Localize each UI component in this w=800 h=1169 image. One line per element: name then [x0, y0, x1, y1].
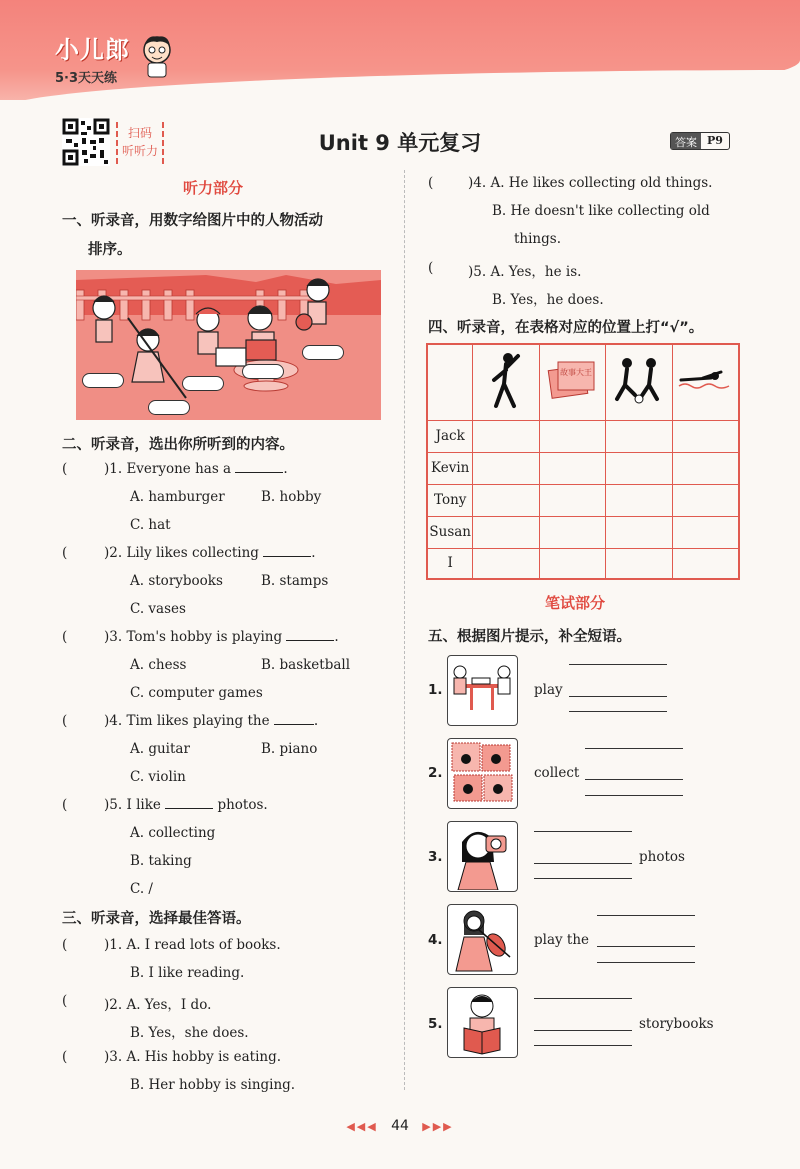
q2-item3-option-a[interactable]: A. chess	[130, 657, 187, 673]
row-label: I	[427, 548, 473, 579]
brand-name: 小儿郎	[55, 36, 130, 64]
q5-item2-line[interactable]	[585, 779, 683, 780]
row-label: Jack	[427, 420, 473, 452]
q2-item1-option-b[interactable]: B. hobby	[261, 489, 322, 505]
right-arrows-icon: ▶▶▶	[422, 1120, 454, 1133]
check-cell[interactable]	[672, 516, 739, 548]
q2-item2-stem: )2. Lily likes collecting .	[104, 545, 316, 561]
q5-picture-camera	[447, 821, 518, 892]
check-cell[interactable]	[473, 516, 539, 548]
check-cell[interactable]	[606, 420, 673, 452]
check-cell[interactable]	[539, 452, 606, 484]
q2-paren: (	[62, 797, 68, 813]
q1-answer-oval-5[interactable]	[148, 400, 190, 415]
check-cell[interactable]	[539, 420, 606, 452]
q4-instruction: 四、听录音，在表格对应的位置上打“√”。	[428, 320, 704, 336]
q2-item3-stem: )3. Tom's hobby is playing .	[104, 629, 339, 645]
row-label: Susan	[427, 516, 473, 548]
check-cell[interactable]	[606, 484, 673, 516]
q5-item1-line[interactable]	[569, 696, 667, 697]
q3-paren: (	[62, 937, 68, 953]
q2-item4-option-a[interactable]: A. guitar	[130, 741, 190, 757]
q2-item4-stem: )4. Tim likes playing the .	[104, 713, 319, 729]
q3-item4-option-b[interactable]: B. He doesn't like collecting old	[492, 203, 710, 219]
mascot-icon	[138, 34, 176, 78]
q1-instruction-line1: 一、听录音，用数字给图片中的人物活动	[62, 213, 323, 229]
check-cell[interactable]	[672, 548, 739, 579]
q5-item3-line[interactable]	[534, 878, 632, 879]
q5-instruction: 五、根据图片提示，补全短语。	[428, 629, 631, 645]
q1-answer-oval-1[interactable]	[82, 373, 124, 388]
q3-paren: (	[62, 993, 68, 1009]
answer-page: P9	[707, 134, 723, 147]
page-footer	[0, 1118, 800, 1134]
listening-section-title: 听力部分	[183, 179, 244, 197]
q3-item2-option-a[interactable]: )2. A. Yes，I do.	[104, 997, 212, 1013]
check-cell[interactable]	[539, 516, 606, 548]
q5-item5-line[interactable]	[534, 998, 632, 999]
q5-picture-reading	[447, 987, 518, 1058]
q2-item1-stem: )1. Everyone has a .	[104, 461, 288, 477]
q5-item3-number: 3.	[428, 849, 443, 865]
q3-item3-option-b[interactable]: B. Her hobby is singing.	[130, 1077, 296, 1093]
q5-item5-line[interactable]	[534, 1030, 632, 1031]
q2-paren: (	[62, 461, 68, 477]
header-swim-icon	[672, 344, 739, 420]
q2-item1-option-a[interactable]: A. hamburger	[130, 489, 225, 505]
q5-picture-violin	[447, 904, 518, 975]
q5-item5-number: 5.	[428, 1016, 443, 1032]
check-cell[interactable]	[473, 484, 539, 516]
q3-item1-option-a[interactable]: )1. A. I read lots of books.	[104, 937, 281, 953]
page-number: 44	[391, 1118, 409, 1134]
q3-item4-option-a[interactable]: )4. A. He likes collecting old things.	[468, 175, 713, 191]
q5-item4-line[interactable]	[597, 915, 695, 916]
q5-picture-chess	[447, 655, 518, 726]
q3-paren: (	[62, 1049, 68, 1065]
header-storybook-icon	[539, 344, 606, 420]
q5-item4-line[interactable]	[597, 962, 695, 963]
q5-item1-line[interactable]	[569, 711, 667, 712]
q5-item2-number: 2.	[428, 765, 443, 781]
q5-item1-prefix: play	[534, 682, 563, 698]
scan-label-line2: 听听力	[121, 144, 158, 158]
q2-item2-option-c[interactable]: C. vases	[130, 601, 186, 617]
q2-paren: (	[62, 713, 68, 729]
q5-item5-suffix: storybooks	[639, 1016, 714, 1032]
q2-item4-option-b[interactable]: B. piano	[261, 741, 318, 757]
answer-label: 答案	[671, 133, 701, 149]
q2-paren: (	[62, 629, 68, 645]
q5-item1-number: 1.	[428, 682, 443, 698]
check-cell[interactable]	[473, 452, 539, 484]
q5-item2-line[interactable]	[585, 748, 683, 749]
row-label: Tony	[427, 484, 473, 516]
q3-item5-option-b[interactable]: B. Yes，he does.	[492, 292, 604, 308]
q5-item3-line[interactable]	[534, 863, 632, 864]
check-cell[interactable]	[672, 452, 739, 484]
check-cell[interactable]	[606, 548, 673, 579]
q3-item1-option-b[interactable]: B. I like reading.	[130, 965, 245, 981]
table-corner-cell	[427, 344, 473, 420]
q1-answer-oval-3[interactable]	[242, 364, 284, 379]
header-dance-icon	[473, 344, 539, 420]
brand-subtitle: 5·3天天练	[55, 71, 118, 86]
q1-activity-picture	[76, 270, 381, 420]
q2-item2-option-b[interactable]: B. stamps	[261, 573, 329, 589]
q1-answer-oval-2[interactable]	[182, 376, 224, 391]
q3-instruction: 三、听录音，选择最佳答语。	[62, 911, 251, 927]
q2-item5-option-b[interactable]: B. taking	[130, 853, 192, 869]
q3-item4-option-b-cont: things.	[514, 231, 561, 247]
q1-answer-oval-4[interactable]	[302, 345, 344, 360]
q5-item3-line[interactable]	[534, 831, 632, 832]
q3-paren: (	[428, 260, 434, 276]
q4-checkbox-table	[426, 343, 740, 580]
q5-item1-line[interactable]	[569, 664, 667, 665]
q2-item2-option-a[interactable]: A. storybooks	[130, 573, 223, 589]
check-cell[interactable]	[539, 548, 606, 579]
check-cell[interactable]	[539, 484, 606, 516]
check-cell[interactable]	[473, 420, 539, 452]
q2-item5-option-a[interactable]: A. collecting	[130, 825, 216, 841]
answer-tag[interactable]	[670, 132, 730, 150]
q5-item2-line[interactable]	[585, 795, 683, 796]
q2-paren: (	[62, 545, 68, 561]
q2-item3-option-b[interactable]: B. basketball	[261, 657, 351, 673]
q1-instruction-line2: 排序。	[88, 242, 132, 258]
page-title: Unit 9 单元复习	[318, 131, 482, 155]
check-cell[interactable]	[672, 484, 739, 516]
storybook-cover-text: 故事大王	[560, 368, 593, 378]
header-football-icon	[606, 344, 673, 420]
scan-label-line1: 扫码	[127, 126, 152, 140]
q5-item2-prefix: collect	[534, 765, 580, 781]
column-divider	[404, 170, 405, 1090]
q5-item4-number: 4.	[428, 932, 443, 948]
q2-instruction: 二、听录音，选出你所听到的内容。	[62, 437, 294, 453]
q5-item5-line[interactable]	[534, 1045, 632, 1046]
written-section-title: 笔试部分	[545, 594, 606, 612]
q2-item5-option-c[interactable]: C. /	[130, 881, 153, 897]
q5-item4-prefix: play the	[534, 932, 590, 948]
q3-item3-option-a[interactable]: )3. A. His hobby is eating.	[104, 1049, 282, 1065]
check-cell[interactable]	[672, 420, 739, 452]
brand-logo	[55, 30, 130, 86]
left-arrows-icon: ◀◀◀	[346, 1120, 378, 1133]
check-cell[interactable]	[606, 452, 673, 484]
q5-item4-line[interactable]	[597, 946, 695, 947]
q2-item5-stem: )5. I like photos.	[104, 797, 268, 813]
q2-item4-option-c[interactable]: C. violin	[130, 769, 186, 785]
q2-item1-option-c[interactable]: C. hat	[130, 517, 171, 533]
q3-item2-option-b[interactable]: B. Yes，she does.	[130, 1025, 249, 1041]
q3-item5-option-a[interactable]: )5. A. Yes，he is.	[468, 264, 582, 280]
q5-picture-stamps	[447, 738, 518, 809]
check-cell[interactable]	[606, 516, 673, 548]
q5-item3-suffix: photos	[639, 849, 685, 865]
q2-item3-option-c[interactable]: C. computer games	[130, 685, 263, 701]
check-cell[interactable]	[473, 548, 539, 579]
row-label: Kevin	[427, 452, 473, 484]
q3-paren: (	[428, 175, 434, 191]
